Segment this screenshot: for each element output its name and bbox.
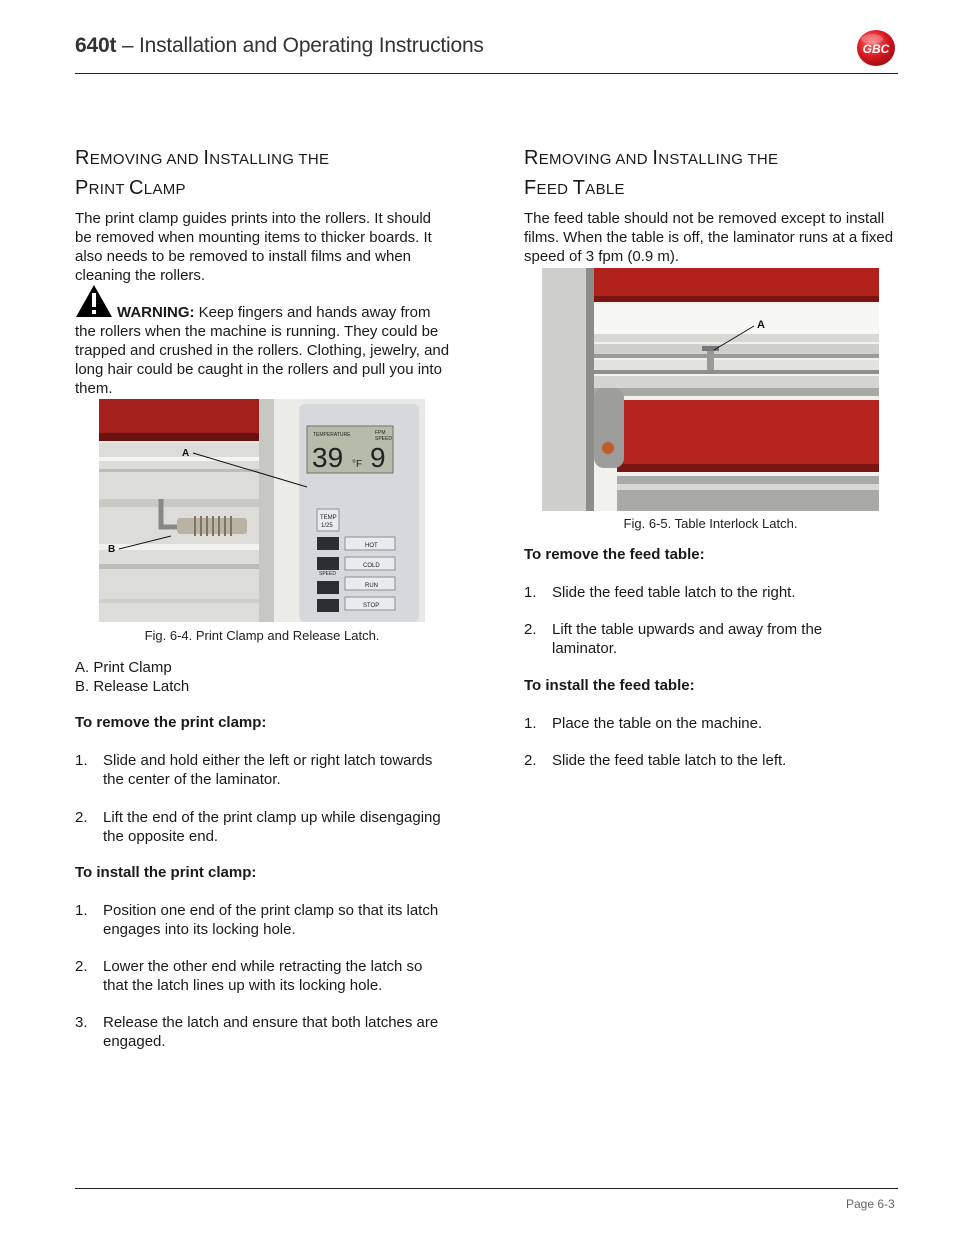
svg-text:39: 39 [312, 442, 344, 473]
svg-text:FPM: FPM [375, 430, 386, 436]
svg-text:TEMP: TEMP [320, 515, 337, 521]
section-heading-feed-table: REMOVING AND INSTALLING THE FEED TABLE [524, 147, 779, 199]
section-heading-print-clamp: REMOVING AND INSTALLING THE PRINT CLAMP [75, 147, 330, 199]
install-feed-table-title: To install the feed table: [524, 677, 695, 694]
legend-print-clamp: A. Print Clamp [75, 659, 172, 676]
svg-text:A: A [757, 319, 765, 331]
footer-rule [75, 1188, 898, 1189]
svg-text:B: B [108, 544, 116, 555]
warning-block [75, 284, 450, 398]
remove-print-clamp-title: To remove the print clamp: [75, 714, 267, 731]
header-rule [75, 73, 898, 74]
svg-text:SPEED: SPEED [375, 436, 392, 442]
figure-6-5-caption: Fig. 6-5. Table Interlock Latch. [623, 516, 798, 531]
document-title: 640t – Installation and Operating Instructions [75, 34, 484, 57]
svg-text:HOT: HOT [365, 543, 378, 549]
install-print-clamp-title: To install the print clamp: [75, 864, 257, 881]
svg-text:TEMPERATURE: TEMPERATURE [313, 432, 351, 438]
warning-icon [75, 284, 113, 318]
warning-text: Keep fingers and hands away from the rollers when the machine is running. They could be trapped and crushed in the rollers. Clothing, jewelry, and long hair could be caught in the rollers and pull you into them. [75, 304, 450, 397]
figure-6-4-caption: Fig. 6-4. Print Clamp and Release Latch. [144, 628, 380, 643]
remove-feed-table-title: To remove the feed table: [524, 546, 705, 563]
page-number: Page 6-3 [846, 1197, 895, 1211]
figure-table-interlock-latch [542, 268, 879, 511]
warning-label: WARNING: [117, 304, 195, 321]
svg-text:°F: °F [352, 459, 363, 470]
figure-print-clamp [99, 399, 425, 622]
print-clamp-intro: The print clamp guides prints into the rollers. It should be removed when mounting items to thicker boards. It also needs to be removed to install films and when cleaning the rollers. [75, 210, 432, 284]
legend-release-latch: B. Release Latch [75, 678, 190, 695]
svg-text:9: 9 [370, 442, 386, 473]
svg-text:A: A [182, 448, 190, 459]
gbc-logo [856, 29, 896, 67]
svg-text:GBC: GBC [862, 42, 890, 56]
svg-text:RUN: RUN [365, 583, 378, 589]
feed-table-intro: The feed table should not be removed except to install films. When the table is off, the laminator runs at a fixed speed of 3 fpm (0.9 m). [524, 210, 894, 265]
svg-text:STOP: STOP [363, 603, 380, 609]
svg-text:1/25: 1/25 [321, 523, 333, 529]
svg-text:SPEED: SPEED [319, 571, 336, 577]
svg-text:COLD: COLD [363, 563, 380, 569]
